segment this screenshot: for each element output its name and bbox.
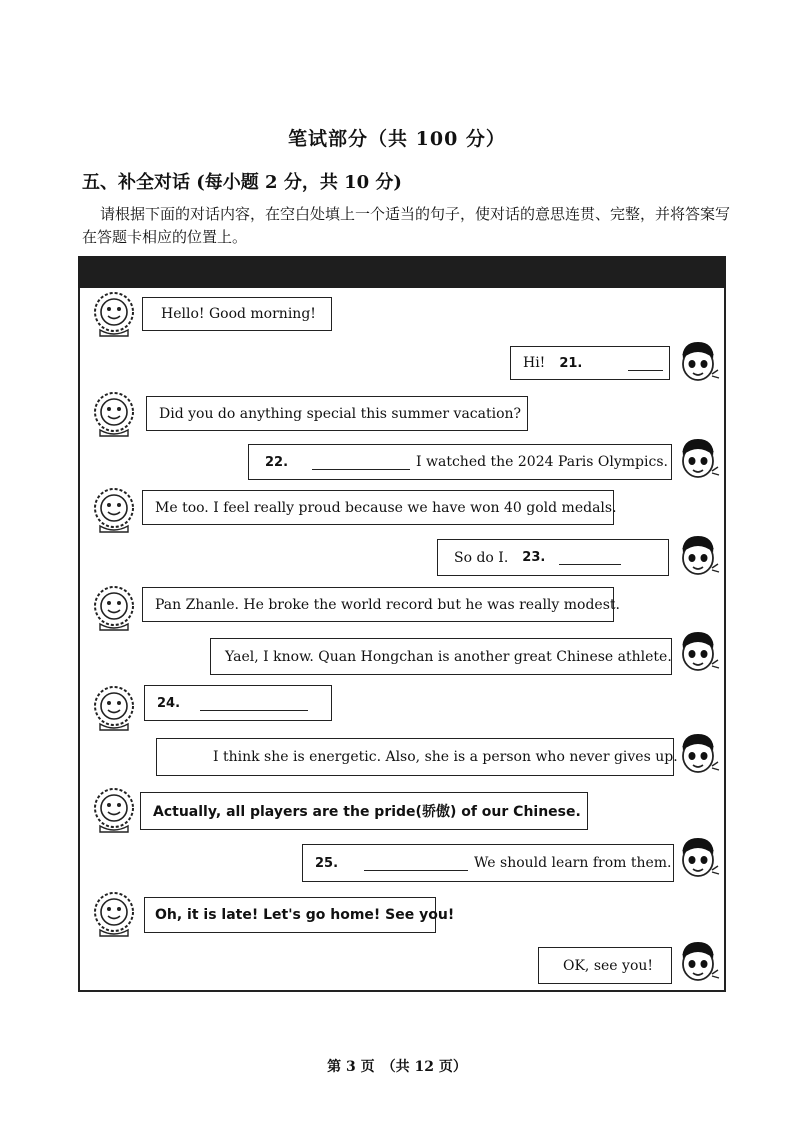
page-footer: 第 3 页 （共 12 页）	[327, 1059, 467, 1075]
lion-mascot-icon	[92, 684, 136, 732]
lion-mascot-icon	[92, 290, 136, 338]
line-text: I watched the 2024 Paris Olympics.	[416, 454, 668, 470]
instruction-text: 请根据下面的对话内容，在空白处填上一个适当的句子，使对话的意思连贯、完整，并将答案写在答题卡相应的位置上。	[82, 205, 731, 246]
page-title: 笔试部分（共 100 分）	[288, 128, 506, 150]
boy-face-icon	[676, 534, 720, 582]
answer-blank[interactable]	[628, 356, 663, 371]
dialogue-line-7: Pan Zhanle. He broke the world record but he was really modest.	[142, 587, 614, 622]
dialogue-line-14: OK, see you!	[538, 947, 672, 984]
line-text: We should learn from them.	[474, 855, 672, 871]
dialogue-line-12	[302, 844, 674, 882]
dialogue-line-1: Hello! Good morning!	[142, 297, 332, 331]
dialogue-line-13: Oh, it is late! Let's go home! See you!	[144, 897, 436, 933]
dialogue-line-6	[437, 539, 669, 576]
section-heading: 五、补全对话 (每小题 2 分，共 10 分)	[82, 172, 402, 193]
question-number: 24.	[157, 695, 181, 711]
boy-face-icon	[676, 437, 720, 485]
dialogue-line-8: Yael, I know. Quan Hongchan is another great Chinese athlete.	[210, 638, 672, 675]
dialogue-line-5: Me too. I feel really proud because we have won 40 gold medals.	[142, 490, 614, 525]
boy-face-icon	[676, 732, 720, 780]
lion-mascot-icon	[92, 486, 136, 534]
dialogue-line-2	[510, 346, 670, 380]
line-text: Hi!	[523, 355, 546, 371]
boy-face-icon	[676, 630, 720, 678]
question-number: 23.	[522, 550, 546, 565]
answer-blank[interactable]	[364, 856, 468, 871]
answer-blank[interactable]	[312, 455, 410, 470]
lion-mascot-icon	[92, 390, 136, 438]
dialogue-line-11: Actually, all players are the pride(骄傲) of our Chinese.	[140, 792, 588, 830]
dialogue-line-4	[248, 444, 672, 480]
lion-mascot-icon	[92, 890, 136, 938]
answer-blank[interactable]	[559, 550, 621, 565]
boy-face-icon	[676, 836, 720, 884]
question-number: 21.	[559, 355, 583, 371]
line-text: So do I.	[454, 549, 509, 566]
boy-face-icon	[676, 340, 720, 388]
dialogue-line-9	[144, 685, 332, 721]
dialogue-line-3: Did you do anything special this summer vacation?	[146, 396, 528, 431]
frame-header-bar	[78, 256, 726, 288]
question-number: 22.	[265, 454, 289, 470]
answer-blank[interactable]	[200, 696, 308, 711]
lion-mascot-icon	[92, 584, 136, 632]
dialogue-line-10: I think she is energetic. Also, she is a person who never gives up.	[156, 738, 674, 776]
boy-face-icon	[676, 940, 720, 988]
question-number: 25.	[315, 855, 339, 871]
lion-mascot-icon	[92, 786, 136, 834]
